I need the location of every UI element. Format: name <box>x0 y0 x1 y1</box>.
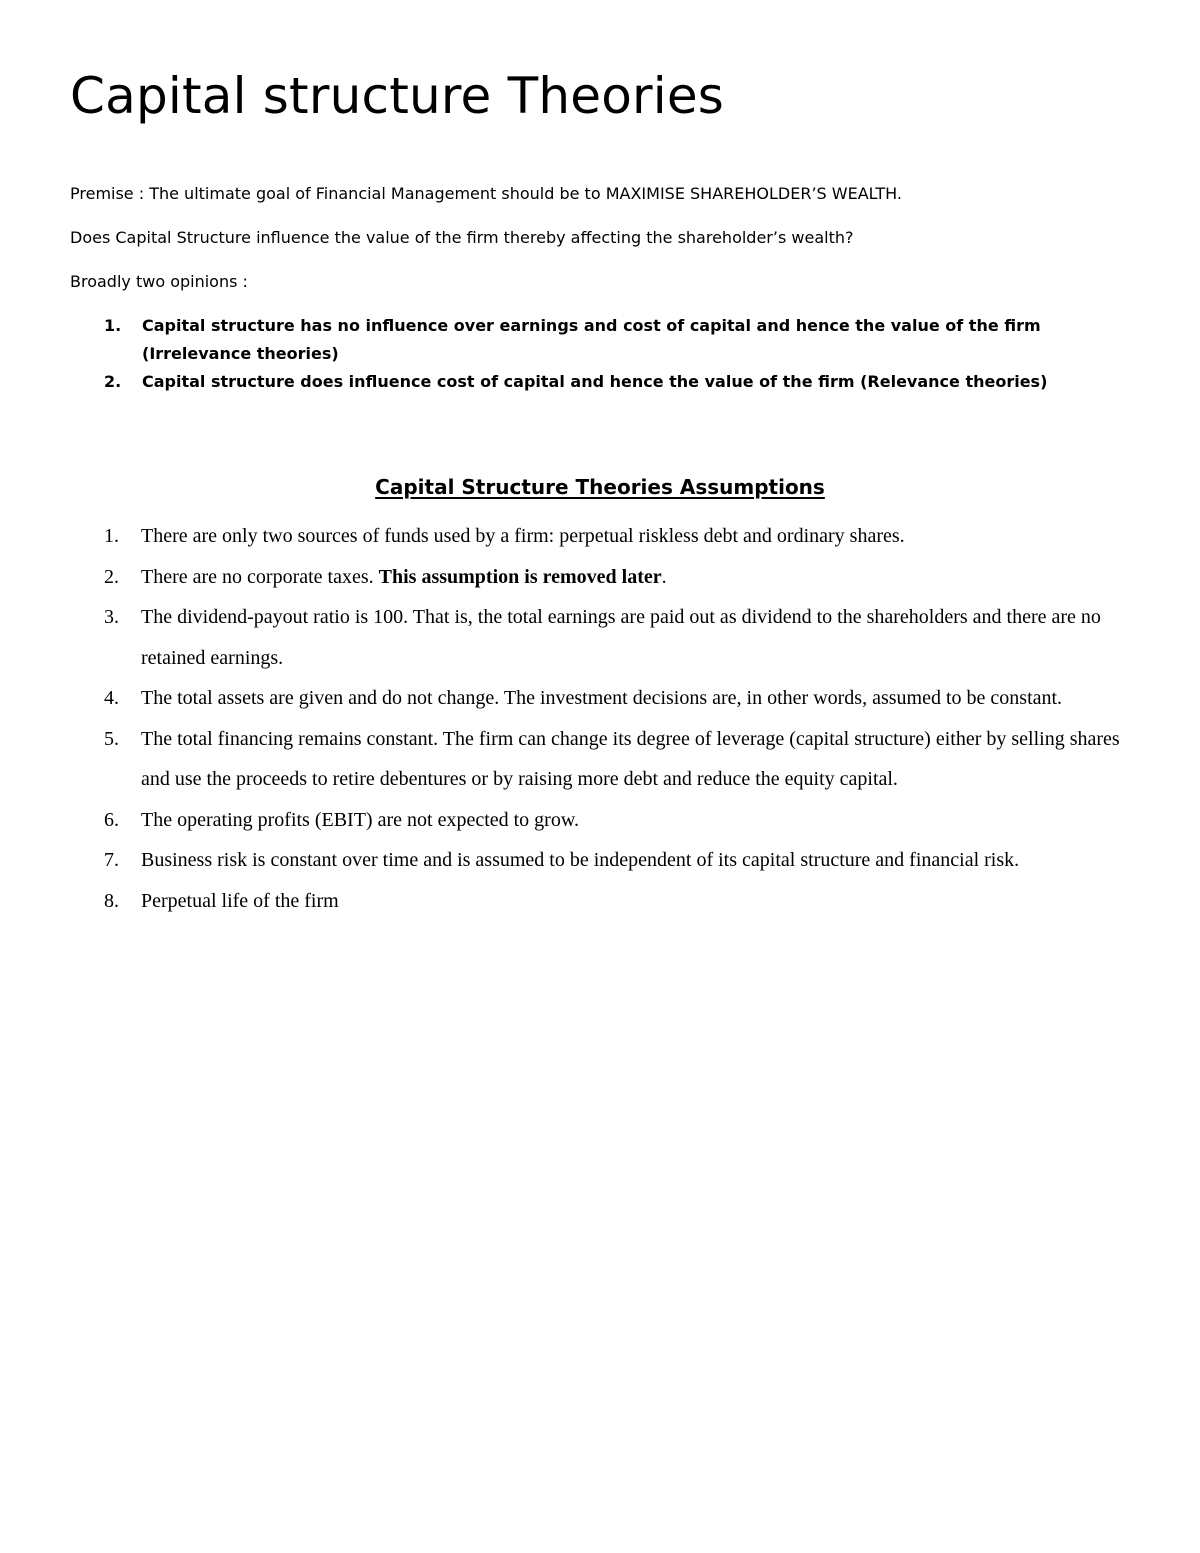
assumption-text: Perpetual life of the firm <box>141 889 339 912</box>
assumption-number: 7. <box>104 849 119 871</box>
assumption-text: The dividend-payout ratio is 100. That is, the total earnings are paid out as dividend to the shareholders and there are no retained earnings. <box>141 606 1101 669</box>
assumption-tail: . <box>661 565 667 588</box>
opinion-number: 1. <box>104 316 122 335</box>
assumption-item <box>70 800 1140 841</box>
assumption-item <box>70 557 1140 598</box>
opinions-intro: Broadly two opinions : <box>70 272 248 291</box>
assumption-text: The total financing remains constant. The firm can change its degree of leverage (capital structure) either by selling shares and use the proceeds to retire debentures or by raising more debt and reduce the equity capital. <box>141 727 1120 790</box>
assumption-number: 6. <box>104 808 119 831</box>
assumption-emphasis: This assumption is removed later <box>378 565 662 588</box>
opinions-list <box>70 312 1130 396</box>
assumption-number: 3. <box>104 606 119 628</box>
premise-text: The ultimate goal of Financial Management should be to MAXIMISE SHAREHOLDER’S WEALTH. <box>144 184 902 203</box>
opinion-number: 2. <box>104 372 122 391</box>
assumption-number: 1. <box>104 525 119 547</box>
assumption-number: 5. <box>104 727 119 750</box>
assumptions-heading: Capital Structure Theories Assumptions <box>375 475 825 499</box>
assumption-number: 8. <box>104 889 119 912</box>
premise-label: Premise : <box>70 184 145 203</box>
opinion-text: Capital structure does influence cost of capital and hence the value of the firm (Relevance theories) <box>142 372 1048 391</box>
assumptions-list <box>70 516 1140 921</box>
assumption-text: There are only two sources of funds used by a firm: perpetual riskless debt and ordinary shares. <box>141 525 905 547</box>
assumption-item <box>70 881 1140 922</box>
opinion-item <box>70 368 1130 396</box>
assumption-text: Business risk is constant over time and is assumed to be independent of its capital structure and financial risk. <box>141 849 1020 871</box>
premise-paragraph <box>70 180 1130 208</box>
assumption-item <box>70 719 1140 800</box>
assumption-item <box>70 840 1140 881</box>
opinion-item <box>70 312 1130 368</box>
assumption-item <box>70 597 1140 678</box>
assumption-number: 2. <box>104 565 119 588</box>
intro-section <box>70 180 1130 396</box>
document-title: Capital structure Theories <box>70 67 725 125</box>
assumption-text: The operating profits (EBIT) are not expected to grow. <box>141 808 579 831</box>
assumption-number: 4. <box>104 687 119 709</box>
opinion-text: Capital structure has no influence over earnings and cost of capital and hence the value of the firm (Irrelevance theories) <box>142 316 1041 363</box>
assumption-item <box>70 516 1140 557</box>
assumption-item <box>70 678 1140 719</box>
assumption-text: There are no corporate taxes. <box>141 565 379 588</box>
assumption-text: The total assets are given and do not change. The investment decisions are, in other words, assumed to be constant. <box>141 687 1063 709</box>
question-paragraph: Does Capital Structure influence the value of the firm thereby affecting the shareholder’s wealth? <box>70 228 854 247</box>
